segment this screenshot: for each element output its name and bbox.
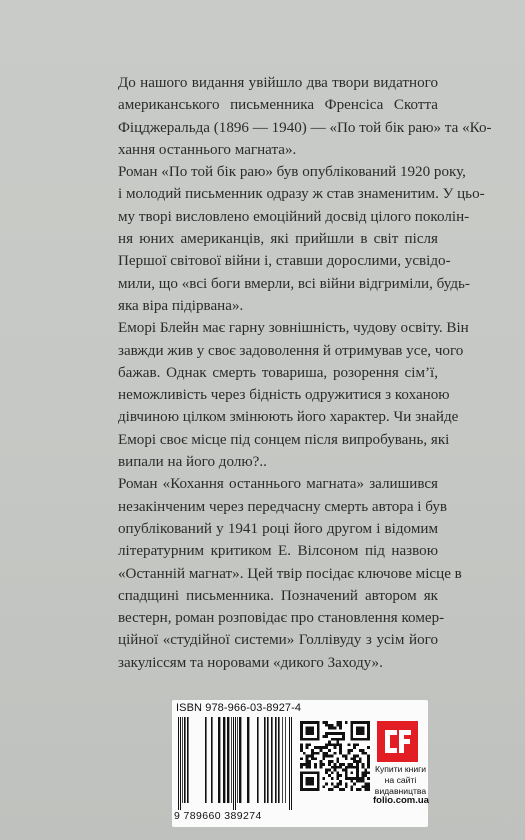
text-line: «Останній магнат». Цей твір посідає ключове місце в (118, 565, 462, 582)
publisher-promo (373, 764, 428, 807)
text-line: американського письменника Френсіса Скотта (118, 97, 438, 114)
isbn-label: ISBN 978-966-03-8927-4 (176, 702, 302, 714)
text-line: літературним критиком Е. Вілсоном під назвою (118, 543, 438, 560)
barcode-digits: 9 789660 389274 (174, 810, 262, 822)
text-line: Роман «Кохання останнього магната» залишився (118, 476, 438, 493)
promo-line: на сайті (384, 774, 417, 785)
text-line: закуліссям та норовами «дикого Заходу». (118, 654, 383, 671)
promo-line: видавництва (374, 785, 427, 796)
text-line: неможливість через бідність одружитися з коханою (118, 387, 450, 404)
barcode-sticker (172, 700, 428, 827)
paragraph-this-side-of-paradise (118, 161, 485, 317)
text-line: мили, що «всі боги вмерли, всі війни відгриміли, будь- (118, 275, 470, 292)
text-line: Роман «По той бік раю» був опублікований 1920 року, (118, 164, 466, 181)
text-line: дівчиною цілком змінюють його характер. Чи знайде (118, 409, 459, 426)
text-line: ційної «студійної системи» Голлівуду з усім його (118, 632, 438, 649)
text-line: випали на його долю?.. (118, 454, 267, 471)
paragraph-intro (118, 72, 492, 161)
text-line: і молодий письменник одразу ж став знаменитим. У цьо- (118, 186, 485, 203)
text-line: яка віра підірвана». (118, 297, 244, 314)
annotation-text (118, 72, 492, 674)
text-line: Еморі своє місце під сонцем після випробувань, які (118, 431, 450, 448)
text-line: Фіцджеральда (1896 — 1940) — «По той бік раю» та «Ко- (118, 119, 492, 136)
publisher-site-link: folio.com.ua (373, 795, 429, 807)
text-line: спадщині письменника. Позначений автором як (118, 587, 438, 604)
barcode-icon (176, 717, 294, 810)
text-line: опублікований у 1941 році його другом і відомим (118, 520, 438, 537)
paragraph-amory-blaine (118, 317, 469, 473)
text-line: завжди жив у своє задоволення й отримував усе, чого (118, 342, 464, 359)
text-line: бажав. Однак смерть товариша, розорення сім’ї, (118, 364, 438, 381)
text-line: хання останнього магната». (118, 141, 297, 158)
text-line: ня юних американців, які прийшли в світ після (118, 231, 438, 248)
promo-line: Купити книги (374, 764, 427, 774)
text-line: Еморі Блейн має гарну зовнішність, чудову освіту. Він (118, 320, 469, 337)
text-line: вестерн, роман розповідає про становлення комер- (118, 610, 445, 627)
publisher-logo-icon (377, 721, 418, 762)
text-line: До нашого видання увійшло два твори видатного (118, 75, 438, 91)
qr-code-icon (300, 721, 370, 791)
text-line: незакінченим через передчасну смерть автора і був (118, 498, 448, 515)
text-line: му творі висловлено емоційний досвід цілого поколін- (118, 208, 470, 225)
paragraph-last-tycoon (118, 473, 462, 674)
text-line: Першої світової війни і, ставши дорослими, усвідо- (118, 253, 451, 270)
